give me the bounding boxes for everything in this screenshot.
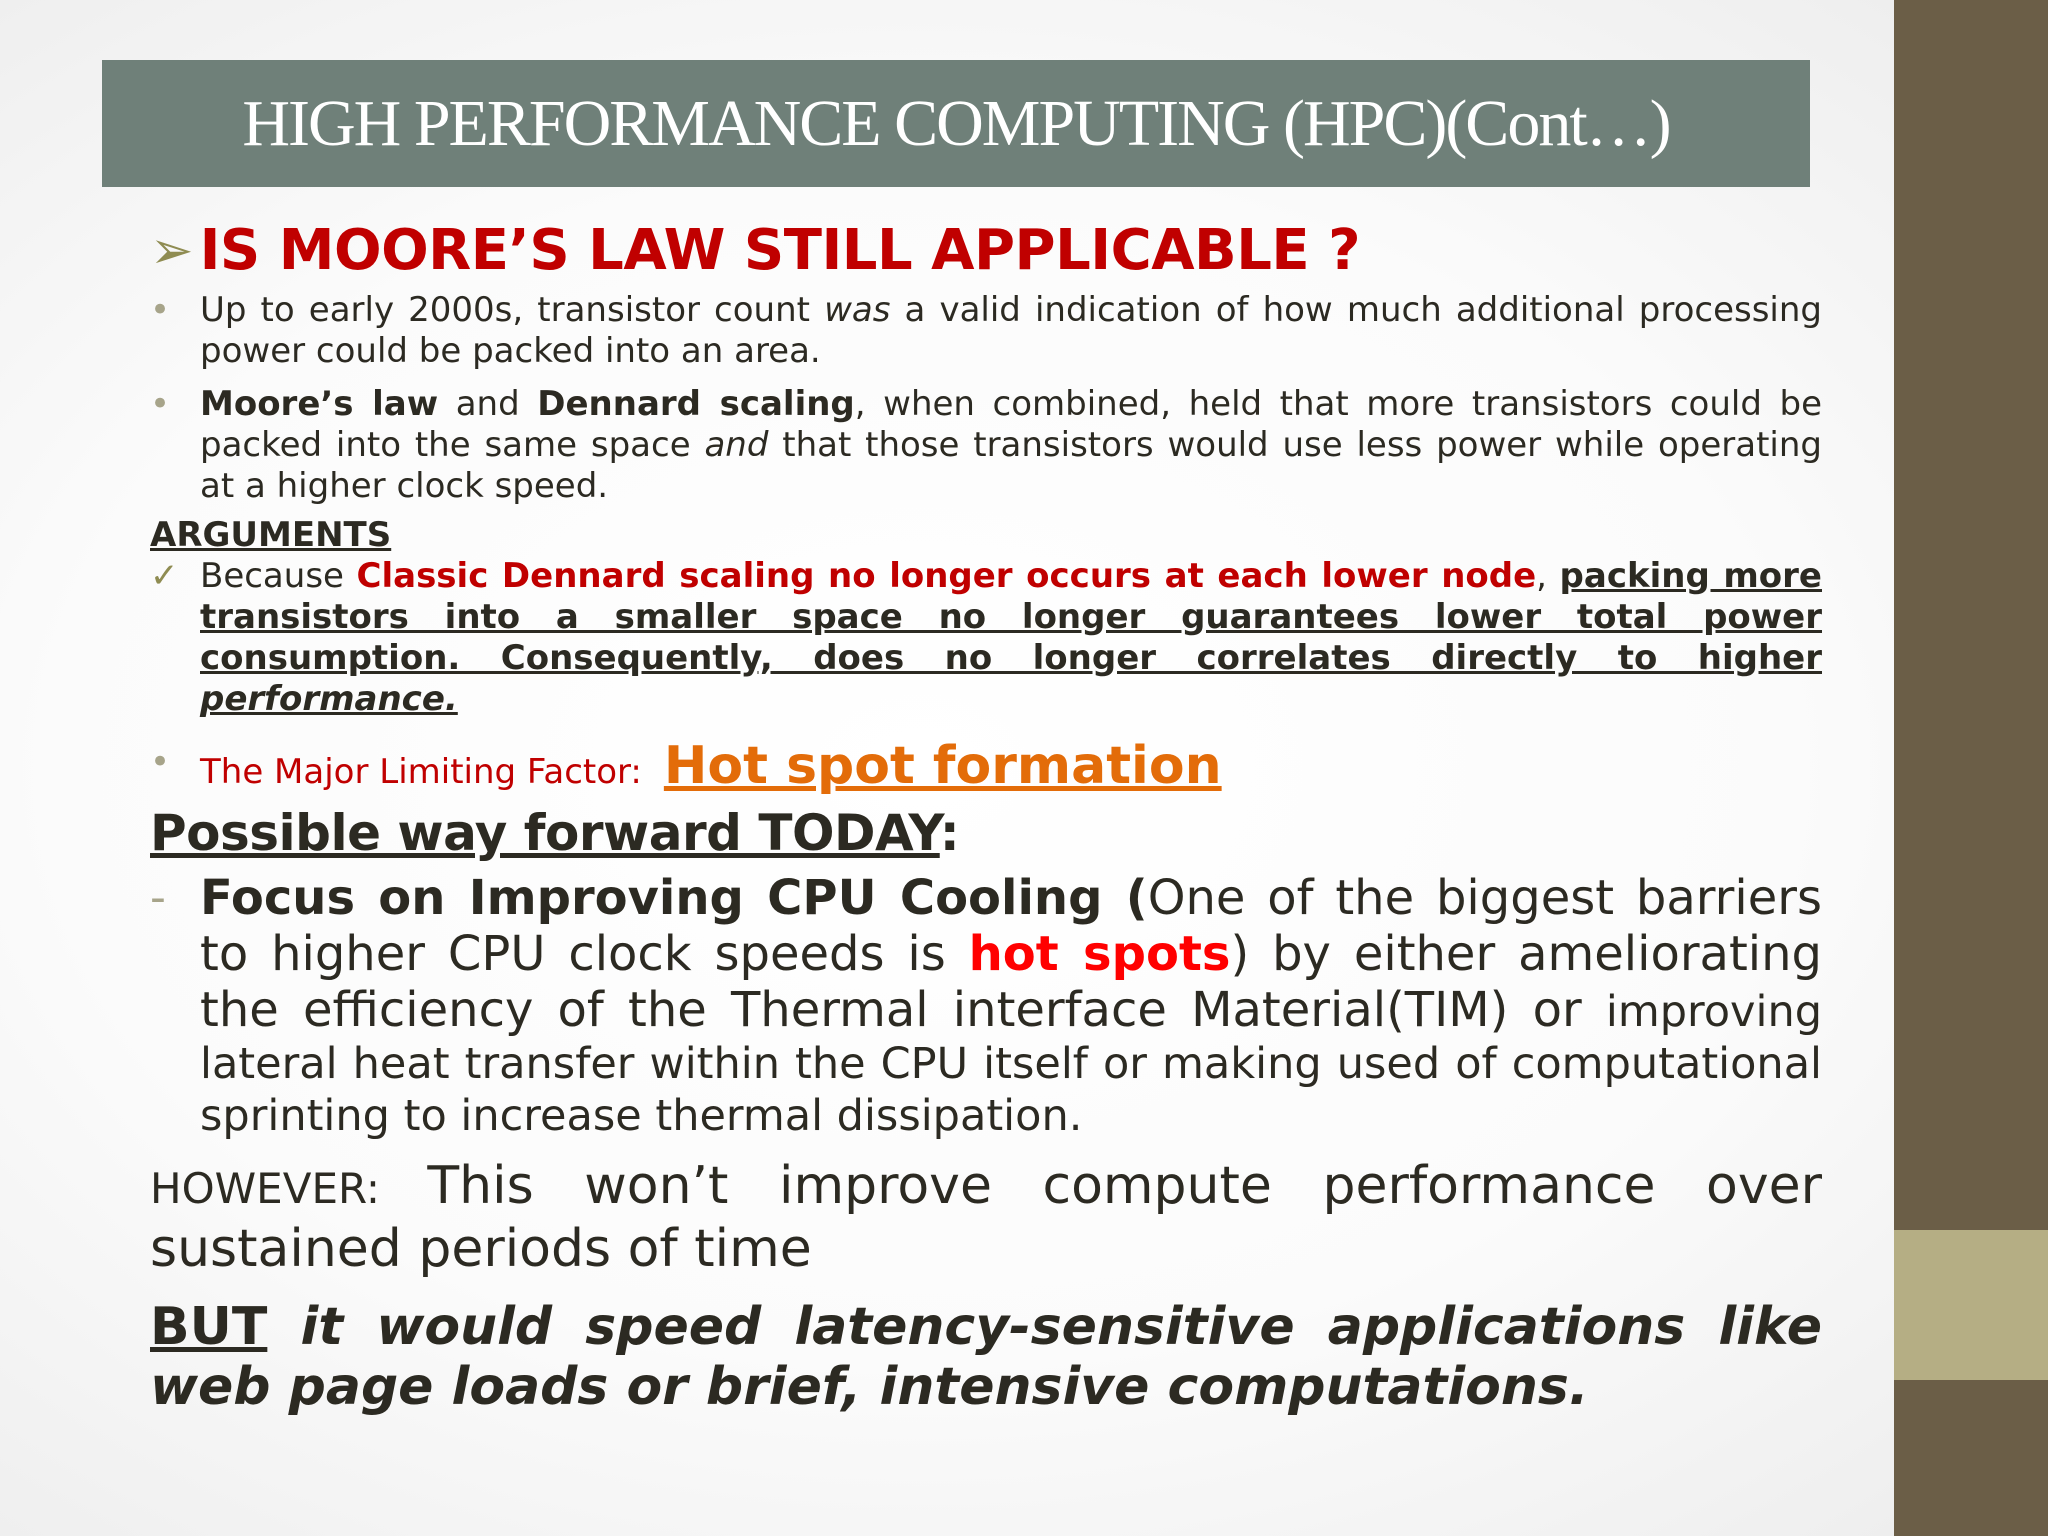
sidebar-accent-band xyxy=(1894,1230,2048,1380)
heading-text: IS MOORE’S LAW STILL APPLICABLE ? xyxy=(199,218,1361,283)
possible-way-heading xyxy=(150,800,1822,866)
text: One of the biggest barriers to higher CPU clock speeds is xyxy=(200,869,1823,982)
slide-title: HIGH PERFORMANCE COMPUTING (HPC)(Cont…) xyxy=(242,86,1670,160)
highlight-text: Classic Dennard scaling no longer occurs at each lower node xyxy=(356,555,1537,596)
text: improving lateral heat transfer within the CPU itself or making used of computational sprinting to increase thermal dissipation. xyxy=(200,986,1822,1141)
bullet-dot-icon: • xyxy=(150,383,171,424)
text: , xyxy=(1536,555,1560,596)
limiting-factor-value: Hot spot formation xyxy=(663,735,1222,796)
slide-content xyxy=(150,220,1822,1417)
text: Possible way forward TODAY xyxy=(150,803,940,862)
but-paragraph xyxy=(150,1297,1822,1417)
focus-main xyxy=(200,870,1822,1038)
text: ) by either ameliorating the efficiency of the Thermal interface Material(TIM) or xyxy=(200,925,1823,1038)
however-paragraph xyxy=(150,1156,1822,1279)
however-label: HOWEVER: xyxy=(150,1163,428,1213)
bullet-transistor-count xyxy=(150,290,1822,372)
limiting-factor-item xyxy=(150,736,1822,794)
arrow-bullet-icon: ➢ xyxy=(150,220,194,281)
text: it would speed latency-sensitive applications like web page loads or brief, intensive computations. xyxy=(150,1296,1822,1417)
text: a valid indication of how much additional processing power could be packed into an area. xyxy=(200,289,1822,371)
text: Because xyxy=(200,555,357,596)
text: This won’t improve compute performance over sustained periods of time xyxy=(150,1155,1822,1279)
emphasis: was xyxy=(824,289,891,330)
argument-item xyxy=(150,556,1822,720)
arguments-label: ARGUMENTS xyxy=(150,514,392,555)
focus-item xyxy=(150,870,1822,1142)
bullet-dot-icon: • xyxy=(150,289,171,330)
bullet-dot-icon: • xyxy=(150,741,171,782)
text: : xyxy=(939,803,960,862)
title-bar xyxy=(102,60,1810,187)
limiting-factor-label: The Major Limiting Factor: xyxy=(200,751,642,792)
section-heading xyxy=(150,220,1822,282)
dash-bullet-icon: - xyxy=(150,871,166,923)
bold-text: Focus on Improving CPU Cooling ( xyxy=(200,869,1148,926)
emphasis: and xyxy=(704,424,769,465)
bold-term: Moore’s law xyxy=(200,383,439,424)
text: that those transistors would use less power while operating at a higher clock speed. xyxy=(200,424,1822,506)
hot-spots-text: hot spots xyxy=(968,925,1231,982)
but-label: BUT xyxy=(150,1296,268,1357)
text: packing more transistors into a smaller space no longer guarantees lower total power consumption. Consequently, does no longer correlates directly to higher xyxy=(200,555,1822,678)
emphasis: performance. xyxy=(200,678,458,719)
text: Up to early 2000s, transistor count xyxy=(200,289,825,330)
text: , when combined, held that more transistors could be packed into the same space xyxy=(200,383,1823,465)
bullet-moore-dennard xyxy=(150,384,1822,507)
bold-term: Dennard scaling xyxy=(537,383,855,424)
checkmark-icon: ✓ xyxy=(150,555,179,596)
text: and xyxy=(438,383,538,424)
